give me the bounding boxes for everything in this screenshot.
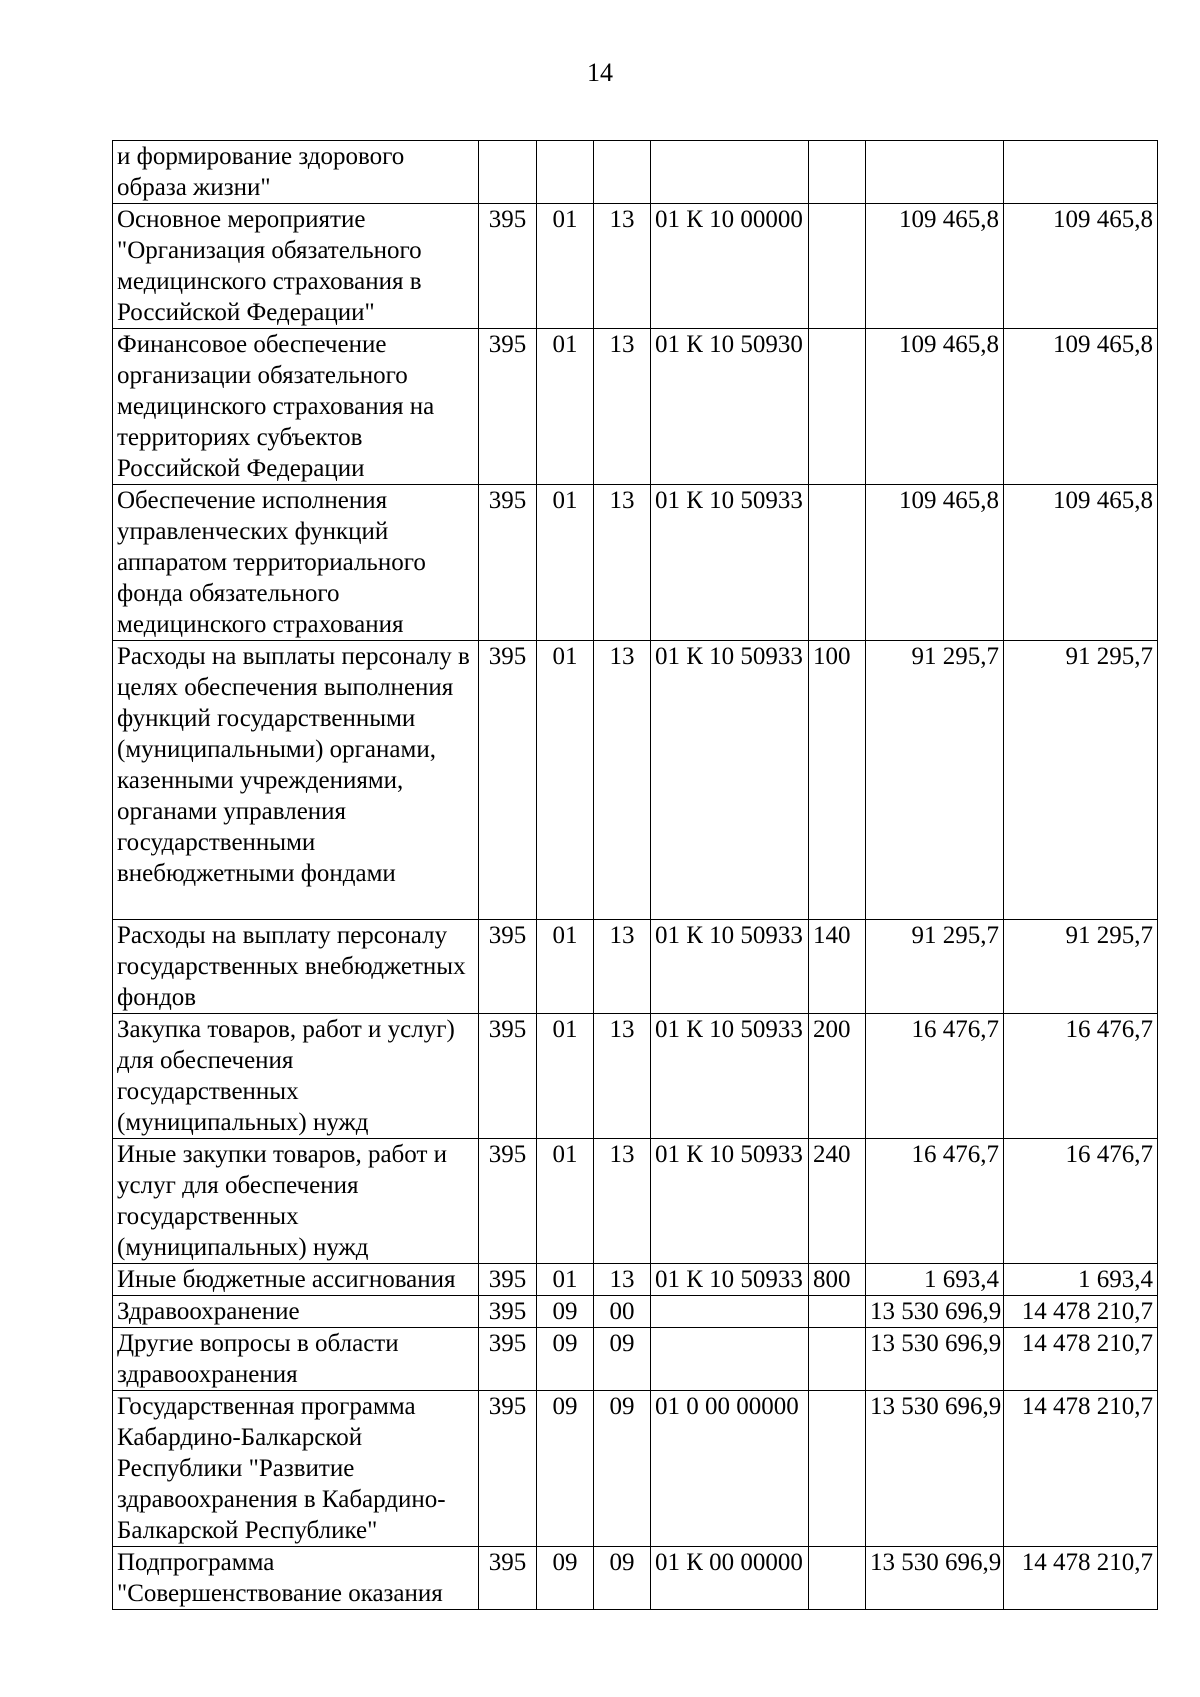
cell-sum-2: 14 478 210,7 — [1004, 1547, 1158, 1610]
table-body — [113, 141, 1158, 1610]
cell-csr — [651, 1296, 809, 1328]
cell-name: Подпрограмма "Совершенствование оказания — [113, 1547, 479, 1610]
cell-ved — [479, 141, 537, 204]
cell-sum-2: 109 465,8 — [1004, 329, 1158, 485]
table-row — [113, 1139, 1158, 1264]
cell-name: Расходы на выплату персоналу государственных внебюджетных фондов — [113, 920, 479, 1014]
cell-ved: 395 — [479, 329, 537, 485]
cell-vr — [809, 1328, 866, 1391]
cell-pr: 13 — [594, 1264, 651, 1296]
cell-name: Закупка товаров, работ и услуг) для обеспечения государственных (муниципальных) нужд — [113, 1014, 479, 1139]
cell-sum-1: 16 476,7 — [866, 1014, 1004, 1139]
budget-table — [112, 140, 1158, 1610]
cell-csr: 01 К 10 50933 — [651, 920, 809, 1014]
cell-vr: 200 — [809, 1014, 866, 1139]
cell-ved: 395 — [479, 1296, 537, 1328]
cell-csr: 01 К 00 00000 — [651, 1547, 809, 1610]
cell-ved: 395 — [479, 485, 537, 641]
cell-vr — [809, 141, 866, 204]
cell-sum-1: 13 530 696,9 — [866, 1547, 1004, 1610]
cell-pr: 00 — [594, 1296, 651, 1328]
cell-sum-2: 109 465,8 — [1004, 485, 1158, 641]
table-row — [113, 1296, 1158, 1328]
cell-name: Обеспечение исполнения управленческих функций аппаратом территориального фонда обязательного медицинского страхования — [113, 485, 479, 641]
cell-pr: 13 — [594, 204, 651, 329]
cell-ved: 395 — [479, 1014, 537, 1139]
cell-sum-2: 16 476,7 — [1004, 1139, 1158, 1264]
cell-rz: 01 — [537, 1264, 594, 1296]
cell-sum-2: 1 693,4 — [1004, 1264, 1158, 1296]
cell-pr: 13 — [594, 485, 651, 641]
table-row — [113, 1391, 1158, 1547]
cell-csr: 01 К 10 00000 — [651, 204, 809, 329]
cell-vr: 800 — [809, 1264, 866, 1296]
cell-sum-1 — [866, 141, 1004, 204]
cell-csr: 01 К 10 50930 — [651, 329, 809, 485]
cell-vr — [809, 485, 866, 641]
cell-csr: 01 К 10 50933 — [651, 1139, 809, 1264]
cell-rz: 09 — [537, 1547, 594, 1610]
cell-sum-1: 109 465,8 — [866, 204, 1004, 329]
cell-name: Основное мероприятие "Организация обязательного медицинского страхования в Российской Федерации" — [113, 204, 479, 329]
cell-sum-1: 1 693,4 — [866, 1264, 1004, 1296]
cell-rz: 09 — [537, 1328, 594, 1391]
cell-sum-1: 109 465,8 — [866, 329, 1004, 485]
cell-ved: 395 — [479, 204, 537, 329]
cell-rz — [537, 141, 594, 204]
cell-csr: 01 К 10 50933 — [651, 485, 809, 641]
cell-csr — [651, 1328, 809, 1391]
table-row — [113, 1014, 1158, 1139]
cell-rz: 01 — [537, 1014, 594, 1139]
cell-sum-2: 91 295,7 — [1004, 641, 1158, 920]
cell-vr — [809, 1296, 866, 1328]
cell-csr: 01 К 10 50933 — [651, 641, 809, 920]
cell-sum-1: 91 295,7 — [866, 641, 1004, 920]
cell-vr: 240 — [809, 1139, 866, 1264]
table-row — [113, 329, 1158, 485]
cell-pr: 13 — [594, 329, 651, 485]
cell-sum-2: 109 465,8 — [1004, 204, 1158, 329]
cell-rz: 01 — [537, 485, 594, 641]
table-row — [113, 1547, 1158, 1610]
cell-name: Расходы на выплаты персоналу в целях обеспечения выполнения функций государственными (муниципальными) органами, казенными учреждениями, органами управления государственными внебюджетными фондами — [113, 641, 479, 920]
cell-sum-2: 14 478 210,7 — [1004, 1328, 1158, 1391]
cell-name: Здравоохранение — [113, 1296, 479, 1328]
cell-sum-2: 91 295,7 — [1004, 920, 1158, 1014]
cell-rz: 01 — [537, 1139, 594, 1264]
cell-name: и формирование здорового образа жизни" — [113, 141, 479, 204]
cell-sum-1: 16 476,7 — [866, 1139, 1004, 1264]
cell-rz: 09 — [537, 1391, 594, 1547]
table-row — [113, 204, 1158, 329]
cell-pr: 09 — [594, 1328, 651, 1391]
cell-sum-1: 109 465,8 — [866, 485, 1004, 641]
cell-name: Иные бюджетные ассигнования — [113, 1264, 479, 1296]
cell-pr: 13 — [594, 641, 651, 920]
cell-vr — [809, 329, 866, 485]
cell-vr: 100 — [809, 641, 866, 920]
cell-csr — [651, 141, 809, 204]
cell-csr: 01 0 00 00000 — [651, 1391, 809, 1547]
cell-ved: 395 — [479, 1547, 537, 1610]
cell-ved: 395 — [479, 920, 537, 1014]
cell-ved: 395 — [479, 641, 537, 920]
cell-ved: 395 — [479, 1264, 537, 1296]
cell-ved: 395 — [479, 1139, 537, 1264]
cell-sum-2: 14 478 210,7 — [1004, 1391, 1158, 1547]
table-row — [113, 920, 1158, 1014]
cell-rz: 01 — [537, 329, 594, 485]
table-row — [113, 141, 1158, 204]
cell-rz: 01 — [537, 204, 594, 329]
cell-pr: 09 — [594, 1391, 651, 1547]
cell-pr — [594, 141, 651, 204]
cell-sum-2: 14 478 210,7 — [1004, 1296, 1158, 1328]
cell-vr — [809, 1547, 866, 1610]
cell-name: Государственная программа Кабардино-Балкарской Республики "Развитие здравоохранения в Кабардино-Балкарской Республике" — [113, 1391, 479, 1547]
cell-rz: 01 — [537, 641, 594, 920]
cell-vr: 140 — [809, 920, 866, 1014]
table-row — [113, 1328, 1158, 1391]
cell-sum-1: 13 530 696,9 — [866, 1296, 1004, 1328]
cell-pr: 13 — [594, 920, 651, 1014]
cell-pr: 09 — [594, 1547, 651, 1610]
cell-pr: 13 — [594, 1014, 651, 1139]
cell-sum-2 — [1004, 141, 1158, 204]
cell-vr — [809, 204, 866, 329]
cell-ved: 395 — [479, 1391, 537, 1547]
cell-sum-1: 13 530 696,9 — [866, 1391, 1004, 1547]
cell-rz: 01 — [537, 920, 594, 1014]
cell-csr: 01 К 10 50933 — [651, 1264, 809, 1296]
cell-sum-2: 16 476,7 — [1004, 1014, 1158, 1139]
cell-pr: 13 — [594, 1139, 651, 1264]
cell-rz: 09 — [537, 1296, 594, 1328]
page-number: 14 — [587, 58, 613, 87]
table-row — [113, 641, 1158, 920]
cell-ved: 395 — [479, 1328, 537, 1391]
cell-sum-1: 91 295,7 — [866, 920, 1004, 1014]
cell-name: Иные закупки товаров, работ и услуг для обеспечения государственных (муниципальных) нужд — [113, 1139, 479, 1264]
cell-csr: 01 К 10 50933 — [651, 1014, 809, 1139]
table-row — [113, 1264, 1158, 1296]
cell-name: Финансовое обеспечение организации обязательного медицинского страхования на территориях субъектов Российской Федерации — [113, 329, 479, 485]
table-row — [113, 485, 1158, 641]
cell-sum-1: 13 530 696,9 — [866, 1328, 1004, 1391]
cell-vr — [809, 1391, 866, 1547]
cell-name: Другие вопросы в области здравоохранения — [113, 1328, 479, 1391]
